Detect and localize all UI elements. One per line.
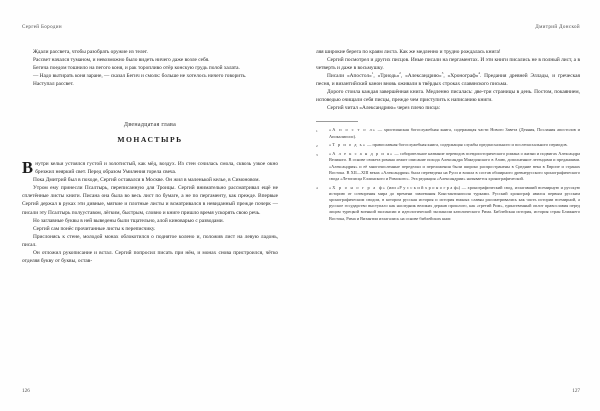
header-gap bbox=[316, 34, 580, 48]
footnote-marker: 1 bbox=[316, 128, 318, 133]
paragraph: Ждали рассвета, чтобы разобрать оружие из телег. bbox=[33, 49, 148, 55]
footnote-item bbox=[316, 127, 580, 139]
footnote-item bbox=[316, 151, 580, 182]
header-gap bbox=[22, 34, 278, 48]
left-page-intro-text bbox=[22, 48, 278, 88]
paragraph: Сергий читал «Александрию» через плечо писца: bbox=[327, 105, 441, 112]
footnote-term: «А п о с т о л» bbox=[329, 127, 376, 133]
footnote-term: «А л е к с а н д р и я» bbox=[329, 151, 394, 157]
footnote-reference[interactable]: 4 bbox=[478, 71, 480, 76]
paragraph: Но заглавные буквы в ней выведены были тщательно, алой киноварью с разводами. bbox=[33, 217, 224, 224]
footnote-marker: 2 bbox=[316, 143, 318, 148]
footnote-term: «Т р и о д ь» bbox=[329, 142, 366, 148]
paragraph: Он отложил рукописание и встал. Сергий попросил писать при нём, и монах снова пристроился, чётко отделяя букву от буквы, остав- bbox=[22, 249, 278, 264]
footnote-reference[interactable]: 2 bbox=[399, 71, 401, 76]
paragraph-text: нутри кельи устоялся густой и золотистый, как мёд, воздух. Из стен сочилась смола, сквозь узкое окно брезжил неяркий свет. Перед образом Умиления горела свеча. bbox=[35, 161, 278, 176]
footnote-term: «Х р о н о г р а ф» bbox=[329, 184, 386, 190]
paragraph: Пока Дмитрий был в походе, Сергий оставался в Москве. Он жил в маленькой келье, в Симоновом. bbox=[33, 177, 260, 184]
footnote-reference[interactable]: 1 bbox=[371, 71, 374, 76]
running-head-title: Дмитрий Донской bbox=[535, 24, 580, 30]
footnote-text bbox=[329, 127, 580, 139]
paragraph: Сергий посмотрел и других писцов. Иные писали на пергаментах. И эти книги писались не в полный лист, а в четверть и даже в восьмушку. bbox=[316, 57, 580, 72]
footnote-text bbox=[329, 142, 580, 149]
footnote-item bbox=[316, 185, 580, 222]
paragraph: ляя широкие берега по краям листа. Как же медленно и трудно рождалась книга! bbox=[316, 49, 501, 55]
footnote-separator-rule bbox=[316, 121, 358, 122]
footnote-marker: 4 bbox=[316, 185, 318, 190]
paragraph-with-dropcap bbox=[22, 160, 278, 176]
footnote-text bbox=[329, 185, 580, 222]
paragraph: Наступал рассвет. bbox=[33, 81, 74, 88]
footnote-list bbox=[316, 127, 580, 221]
paragraph: Бегича поедом тошнило на пегого коня, и рак торопливо отёр конскую грудь полой халата. bbox=[33, 65, 240, 72]
page-number-right: 127 bbox=[572, 388, 580, 394]
chapter-number-label: Двенадцатая глава bbox=[123, 122, 177, 129]
running-head-author: Сергей Бородин bbox=[22, 24, 62, 30]
footnote-body: (или «Р у с с к и й х р о н о г р а ф») — хронографический свод, излагавший всемирную и русскую историю от сотворения мира до времени завоевания Константинополя турками. Русский хронограф явился первым русским хронографическим сводом, в котором русская история и история южных славян рассматривались как часть истории всемирной, а русское государство выступало как наследник великих держав прошлого, как «третий Рим», единственный оплот православия перед лицом турецкой военной экспансии и идеологической экспансии католического Рима. Библейская история, история стран Ближнего Востока, Рима и Византии излагались на основе библейских книг. bbox=[329, 184, 580, 221]
footnote-reference[interactable]: 3 bbox=[441, 71, 444, 76]
footnote-body: — православная богослужебная книга, содержащая службы предпасхального и послепасхального периодов. bbox=[365, 142, 568, 148]
chapter-heading-block bbox=[22, 122, 278, 144]
paragraph: Дорого стоила каждая завершённая книга. Медленно писалась: две-три страницы в день. Постом, покаянием, исповедью очищали себя писцы, прежде чем приступить к написанию книги. bbox=[316, 89, 580, 104]
footnote-marker: 3 bbox=[316, 152, 318, 157]
paragraph: Рассвет начался туманом, и невозможно было видеть ничего даже возле себя. bbox=[33, 57, 210, 64]
chapter-title: МОНАСТЫРЬ bbox=[117, 135, 183, 145]
footnote-text bbox=[329, 151, 580, 182]
paragraph-with-footnote-refs: Писали «Апостол»$^1$, «Триодь»$^2$, «Александрию»$^3$, «Хронограф»$^4$. Предания древней Эллады, и греческая песня, и византийский канон вновь оживали в твёрдых строках славянского письма. bbox=[316, 71, 580, 88]
footnote-item bbox=[316, 142, 580, 149]
paragraph: — Надо вытирать коня заране, — сказал Бегич и смолк: больше не хотелось ничего говорить. bbox=[33, 73, 247, 80]
paragraph: Сергий сам понёс прочитанные листы к переписчику. bbox=[33, 225, 156, 232]
left-page-chapter-text bbox=[22, 160, 278, 265]
page-number-left: 126 bbox=[22, 388, 30, 394]
paragraph: Утром ему принесли Псалтырь, переписанную для Троицы. Сергий внимательно рассматривал ещё не сплетённые листы книги. Писана она была во весь лист по бумаге, а не по пергаменту, как прежде. Впервые Сергий держал в руках эти дивные, мягкие и плотные листы и всматривался в невиданный прежде почерк — писали эту Псалтырь полууставом, лёгким, быстрым, словно и книге пришло время ускорять свою речь. bbox=[22, 185, 278, 216]
footnote-body: — христианская богослужебная книга, содержащая части Нового Завета (Деяния, Послания апостолов и Апокалипсис). bbox=[329, 127, 580, 139]
dropcap-letter: В bbox=[22, 158, 34, 178]
right-page-body-text bbox=[316, 48, 580, 112]
page-right bbox=[300, 0, 600, 411]
paragraph: Прислонясь к стене, молодой монах облокотился о поднятое колено и, положив лист на левую ладонь, писал. bbox=[22, 233, 278, 248]
footnote-body: — собирательное название переводов псевдоисторического романа о жизни и подвигах Александра Великого. В основе сюжета романа лежит описание похода Александра Македонского в Азию, дополненное легендами и преданиями. «Александрия» и её многочисленные переделки и переложения были широко распространены в Средние века в Европе и странах Востока. В XII—XIII веках «Александрия» была переведена на Руси и вошла в состав обширного древнерусского хронографического свода «Летописца Еллинского и Римского». Эта редакция «Александрии» называется хронографической. bbox=[329, 151, 580, 181]
